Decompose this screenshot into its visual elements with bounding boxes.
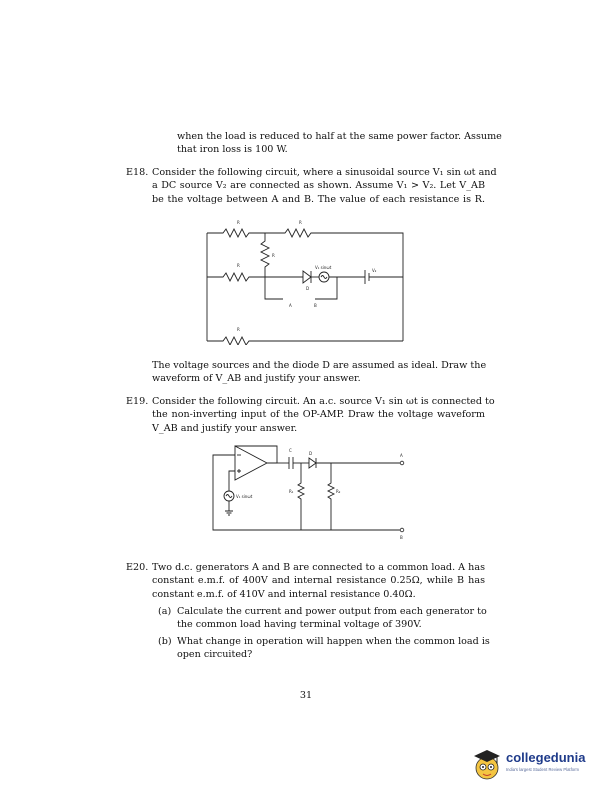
text-line: waveform of V_AB and justify your answer.: [152, 373, 361, 385]
logo-wordmark: collegedunia: [506, 750, 586, 765]
source1-label: V₁ sinωt: [315, 265, 332, 270]
text-line: constant e.m.f. of 410V and internal resistance 0.40Ω.: [152, 588, 416, 600]
text-line: Consider the following circuit, where a sinusoidal source V₁ sin ωt and: [152, 167, 497, 178]
terminal-a-label: A: [400, 453, 403, 458]
text-line: open circuited?: [177, 649, 253, 661]
logo-tagline: India's largest Student Review Platform: [506, 767, 579, 772]
text-line: constant e.m.f. of 400V and internal resistance 0.25Ω, while B has: [152, 575, 485, 587]
e19-circuit-diagram: [205, 443, 410, 543]
source-label: V₁ sinωt: [236, 494, 253, 499]
diode-label: D: [306, 286, 310, 291]
text-line: Calculate the current and power output from each generator to: [177, 606, 487, 617]
text-line: What change in operation will happen when the common load is: [177, 636, 490, 647]
text-line: V_AB and justify your answer.: [152, 422, 298, 434]
terminal-a-label: A: [289, 303, 292, 308]
capacitor-label: C: [289, 448, 292, 453]
r-label-vertical: R: [272, 253, 275, 258]
e20-option-b-label: (b): [158, 636, 172, 647]
text-line: the common load having terminal voltage of 390V.: [177, 619, 422, 631]
e18-circuit-diagram: [195, 215, 415, 345]
r-label-top-right: R: [299, 220, 302, 225]
source2-label: V₂: [372, 268, 377, 273]
r-label-middle: R: [237, 263, 240, 268]
e19-question: [152, 395, 495, 435]
text-line: a DC source V₂ are connected as shown. Assume V₁ > V₂. Let V_AB: [152, 180, 485, 192]
text-line: the non-inverting input of the OP-AMP. Draw the voltage waveform: [152, 409, 485, 421]
e18-question: [152, 166, 497, 206]
text-line: Two d.c. generators A and B are connected to a common load. A has: [152, 562, 485, 573]
r-label-top-left: R: [237, 220, 240, 225]
r1-label: R₁: [289, 489, 294, 494]
collegedunia-logo: [468, 744, 608, 784]
text-line: that iron loss is 100 W.: [177, 144, 288, 156]
page-number: 31: [299, 690, 313, 701]
text-line: when the load is reduced to half at the same power factor. Assume: [177, 131, 502, 142]
e20-option-b: [177, 635, 490, 662]
r-label-bottom: R: [237, 327, 240, 332]
continuation-text: [177, 130, 502, 157]
graduate-mascot-icon: [470, 746, 504, 782]
terminal-b-label: B: [400, 535, 403, 540]
e20-number: E20.: [126, 562, 149, 573]
e20-question: [152, 561, 485, 601]
e18-after-text: [152, 359, 485, 386]
e19-number: E19.: [126, 396, 149, 407]
e20-option-a-label: (a): [158, 606, 172, 617]
text-line: The voltage sources and the diode D are assumed as ideal. Draw the: [152, 360, 487, 371]
text-line: Consider the following circuit. An a.c. source V₁ sin ωt is connected to: [152, 396, 495, 407]
e18-number: E18.: [126, 167, 149, 178]
e20-option-a: [177, 605, 485, 632]
terminal-b-label: B: [314, 303, 317, 308]
diode-label: D: [309, 451, 313, 456]
text-line: be the voltage between A and B. The value of each resistance is R.: [152, 193, 485, 205]
r2-label: R₂: [336, 489, 341, 494]
